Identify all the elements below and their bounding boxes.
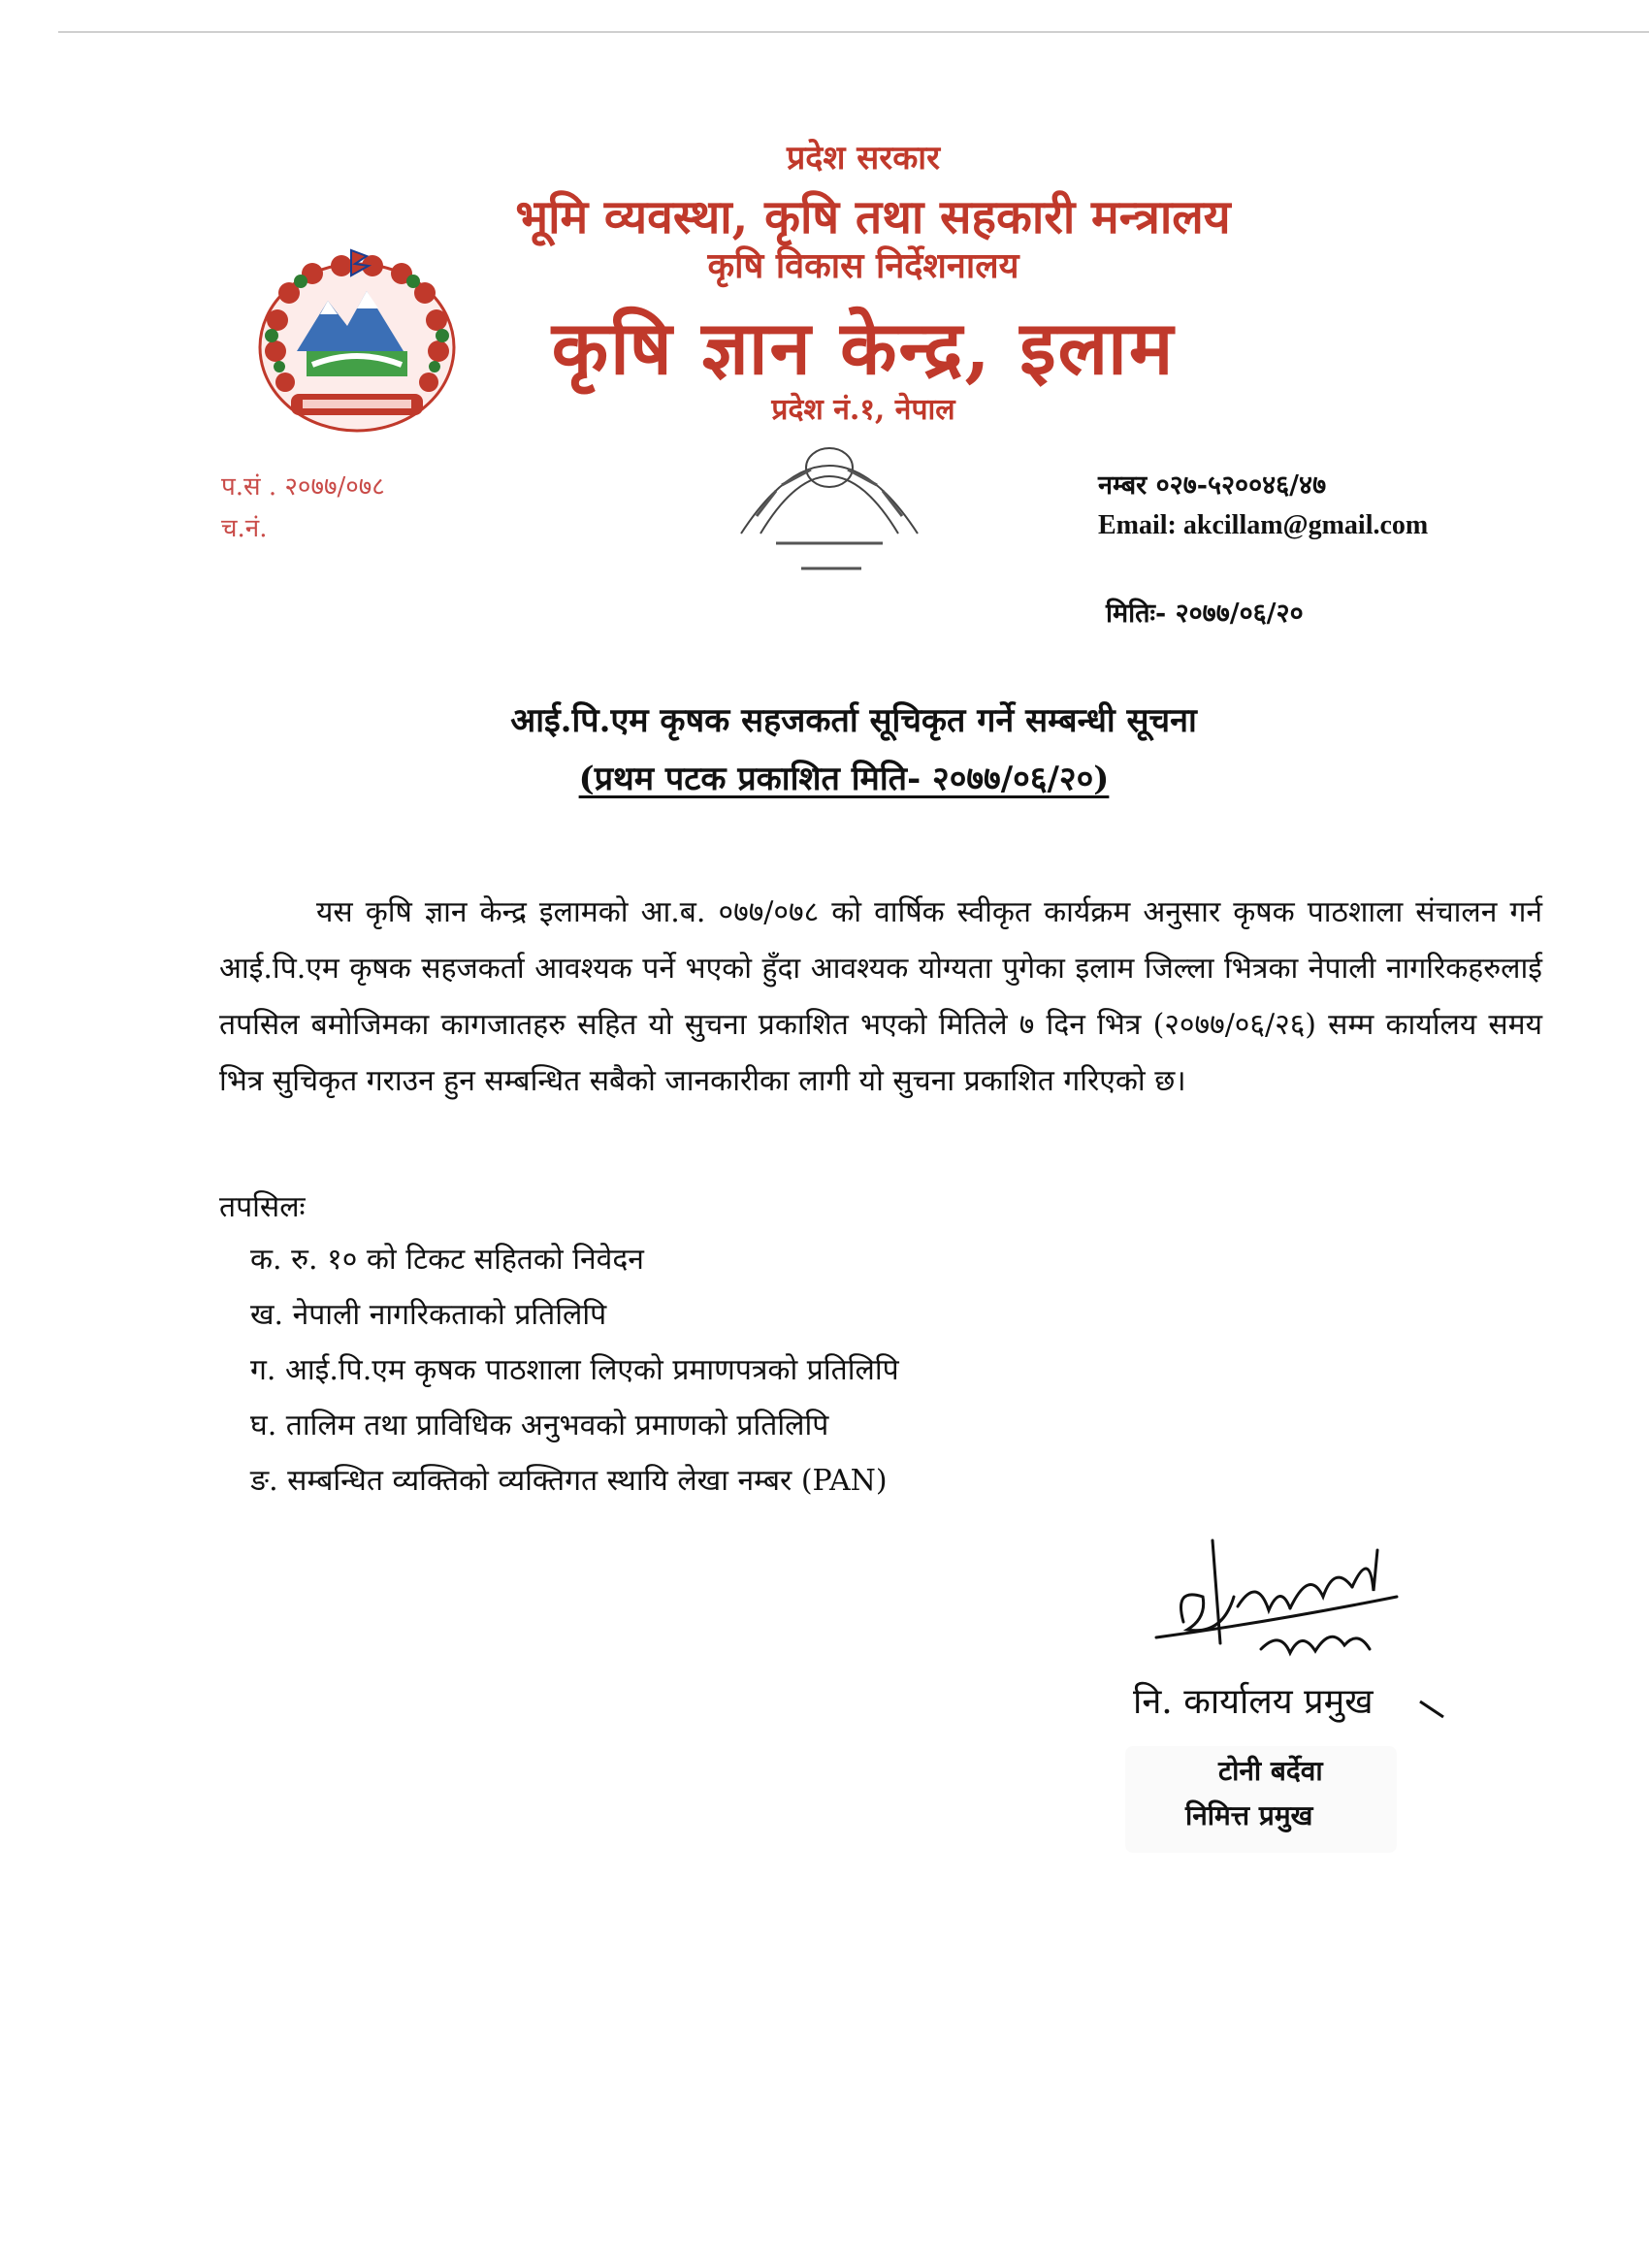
- list-item: ङ. सम्बन्धित व्यक्तिको व्यक्तिगत स्थायि लेखा नम्बर (PAN): [250, 1464, 888, 1498]
- handwritten-signature: [1145, 1529, 1406, 1674]
- list-item: घ. तालिम तथा प्राविधिक अनुभवको प्रमाणको प्रतिलिपि: [250, 1409, 829, 1442]
- header-ministry: भूमि व्यवस्था, कृषि तथा सहकारी मन्त्रालय: [515, 190, 1231, 244]
- signatory-role: नि. कार्यालय प्रमुख: [1133, 1682, 1374, 1722]
- letter-date: मितिः- २०७७/०६/२०: [1106, 599, 1304, 629]
- top-rule: [58, 31, 1649, 33]
- notice-body-text: यस कृषि ज्ञान केन्द्र इलामको आ.ब. ०७७/०७८ को वार्षिक स्वीकृत कार्यक्रम अनुसार कृषक पाठशाला संचालन गर्न आई.पि.एम कृषक सहजकर्ता आवश्यक पर्ने भएको हुँदा आवश्यक योग्यता पुगेका इलाम जिल्ला भित्रका नेपाली नागरिकहरुलाई तपसिल बमोजिमका कागजातहरु सहित यो सुचना प्रकाशित भएको मितिले ७ दिन भित्र (२०७७/०६/२६) सम्म कार्यालय समय भित्र सुचिकृत गराउन हुन सम्बन्धित सबैको जानकारीका लागी यो सुचना प्रकाशित गरिएको छ।: [219, 895, 1542, 1098]
- list-item: ग. आई.पि.एम कृषक पाठशाला लिएको प्रमाणपत्रको प्रतिलिपि: [250, 1353, 899, 1387]
- reference-fiscal-year: प.सं . २०७७/०७८: [221, 472, 385, 502]
- notice-subtitle: (प्रथम पटक प्रकाशित मिति- २०७७/०६/२०): [578, 760, 1110, 798]
- nepal-emblem-icon: [248, 243, 466, 437]
- header-province-address: प्रदेश नं.१, नेपाल: [771, 393, 955, 427]
- office-email: Email: akcillam@gmail.com: [1098, 510, 1429, 540]
- reference-dispatch-number: च.नं.: [221, 514, 268, 543]
- header-province-government: प्रदेश सरकार: [786, 139, 941, 178]
- list-item: ख. नेपाली नागरिकताको प्रतिलिपि: [250, 1298, 607, 1332]
- office-seal-stamp: [718, 407, 941, 592]
- notice-title: आई.पि.एम कृषक सहजकर्ता सूचिकृत गर्ने सम्बन्धी सूचना: [510, 701, 1197, 740]
- header-office-name: कृषि ज्ञान केन्द्र, इलाम: [551, 305, 1176, 391]
- annex-list: [250, 1232, 899, 1508]
- list-item: क. रु. १० को टिकट सहितको निवेदन: [250, 1243, 644, 1277]
- signature-tick: [1418, 1700, 1447, 1719]
- stamp-name: टोनी बर्देवा: [1218, 1755, 1323, 1787]
- office-phone: नम्बर ०२७-५२००४६/४७: [1098, 470, 1327, 501]
- header-directorate: कृषि विकास निर्देशनालय: [707, 245, 1019, 286]
- annex-heading: तपसिलः: [219, 1190, 306, 1224]
- stamp-title: निमित्त प्रमुख: [1185, 1799, 1313, 1831]
- notice-body: [219, 885, 1542, 1110]
